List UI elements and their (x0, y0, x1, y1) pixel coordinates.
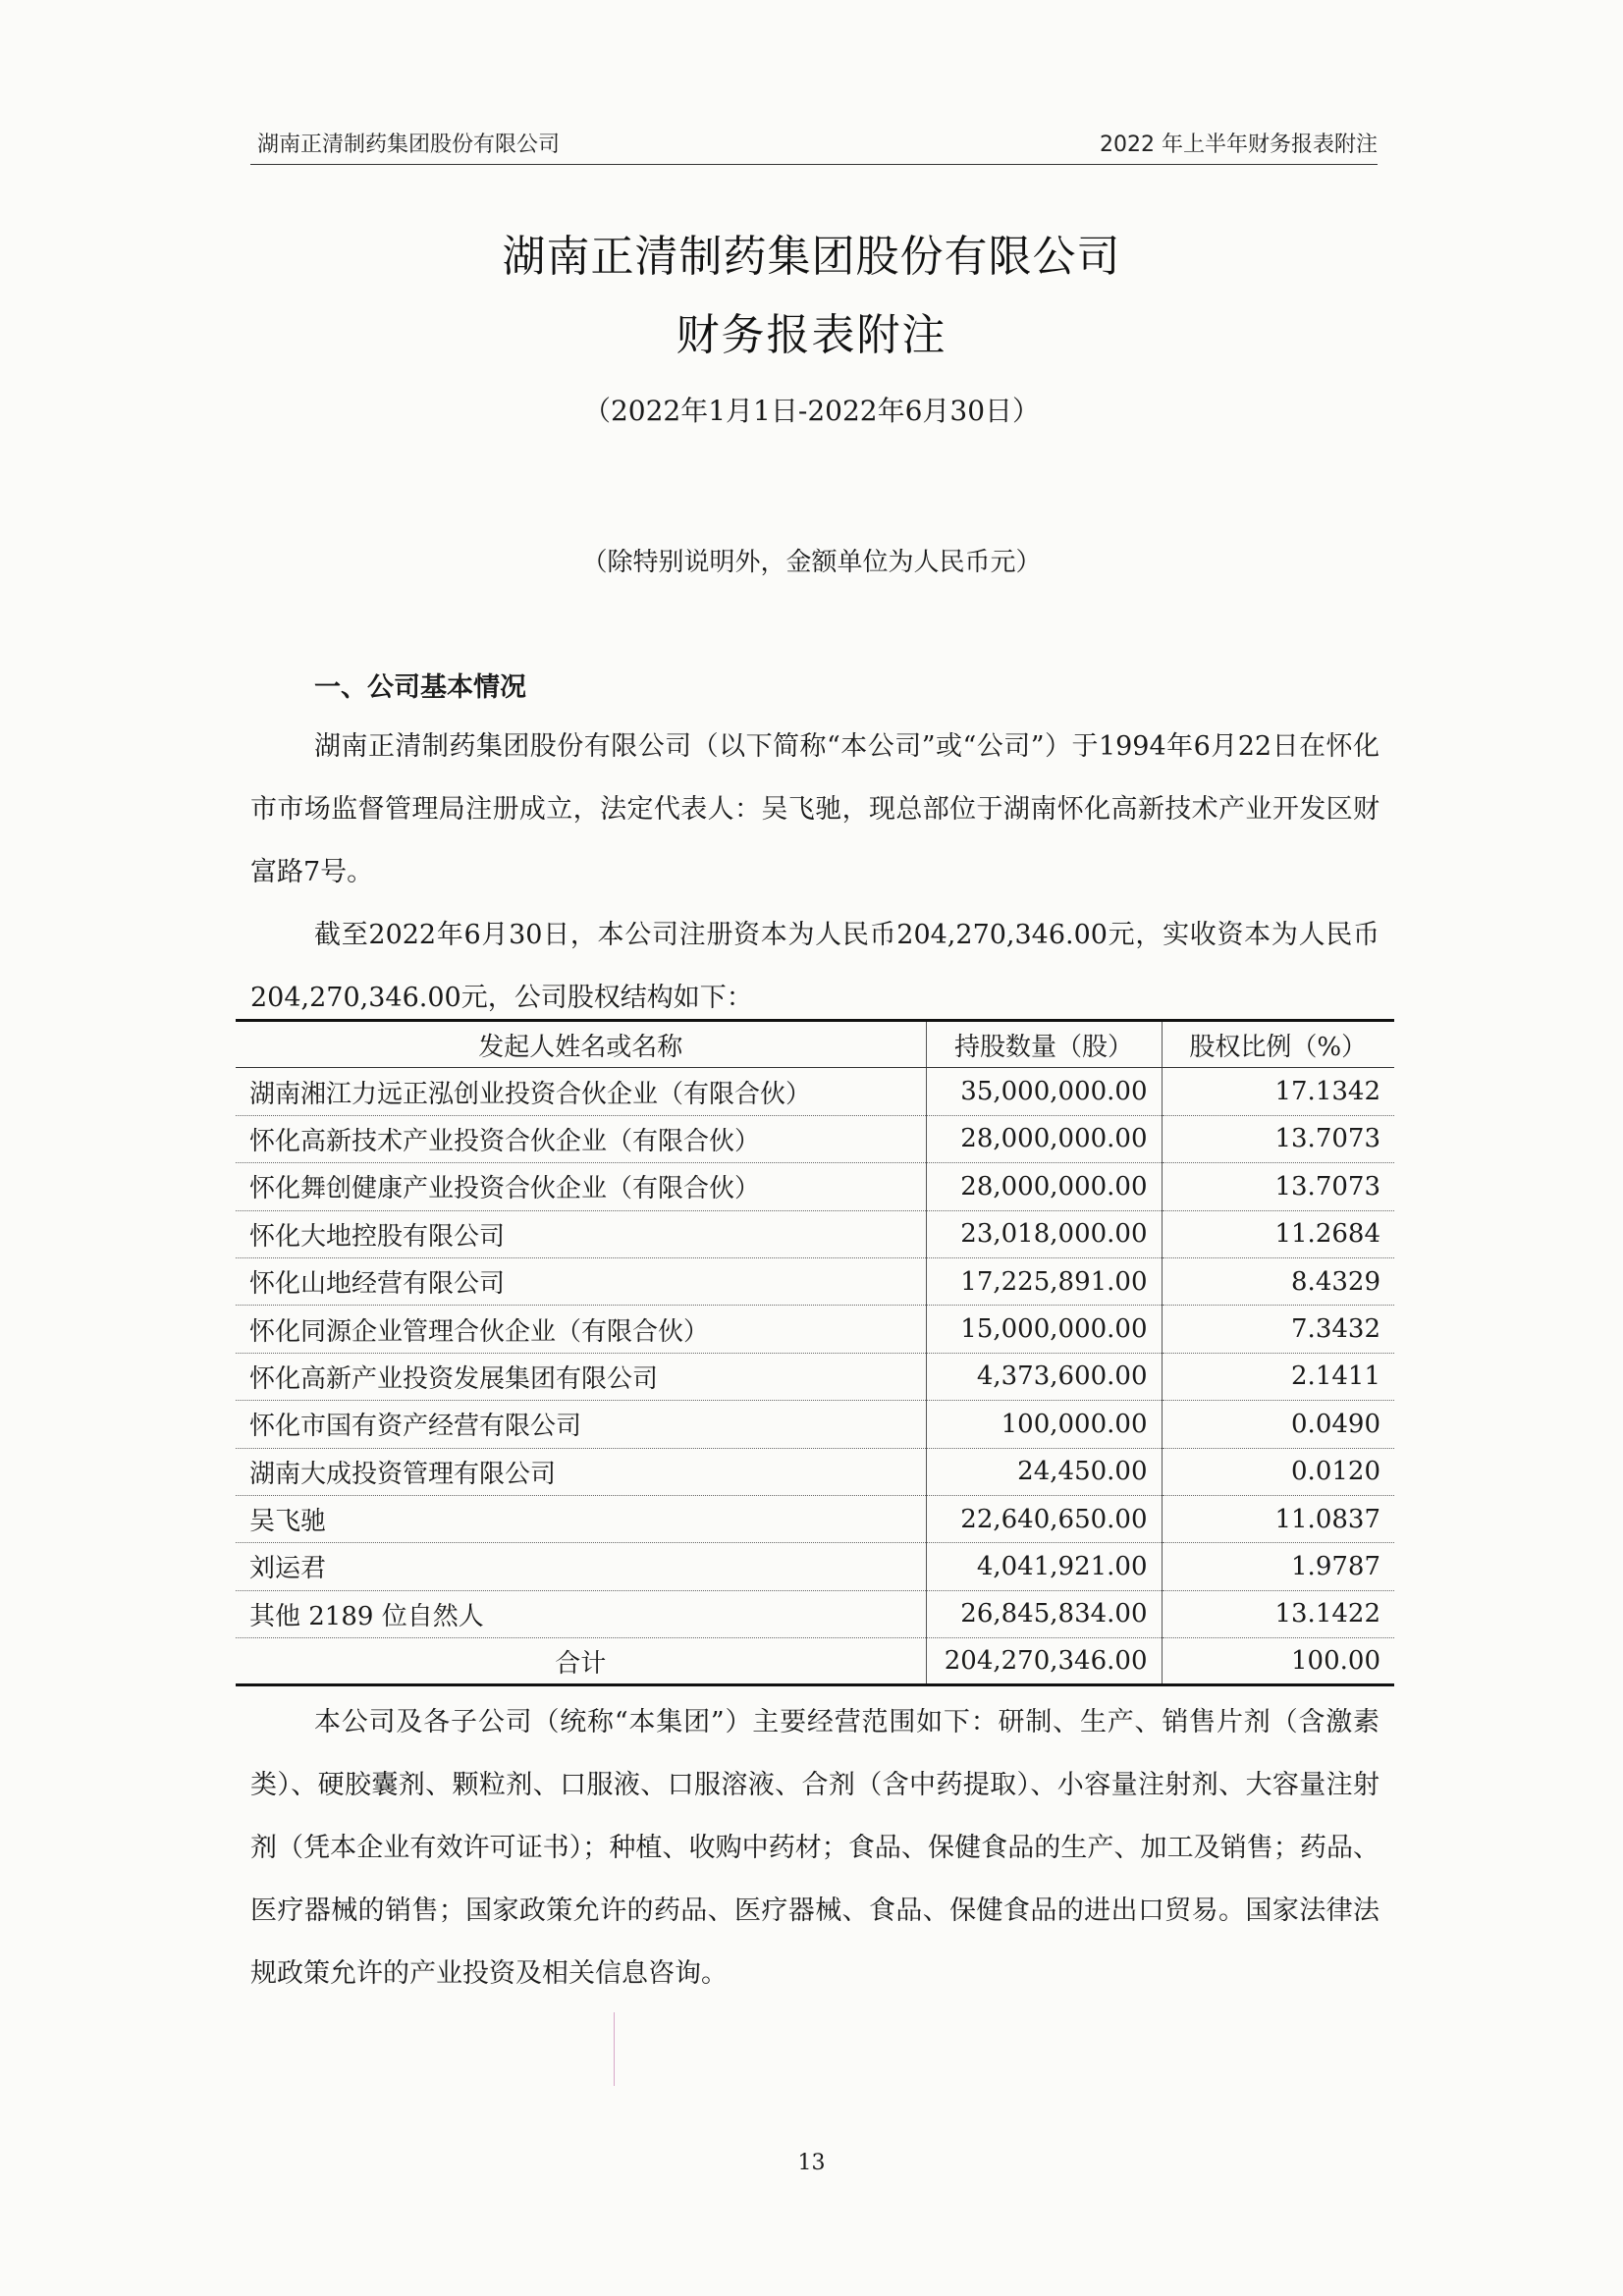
ratio-cell: 11.2684 (1162, 1210, 1394, 1257)
shares-cell: 100,000.00 (926, 1401, 1162, 1448)
document-subtitle: 财务报表附注 (676, 310, 947, 360)
margin-mark (614, 2012, 615, 2086)
shares-cell: 35,000,000.00 (926, 1068, 1162, 1115)
ratio-cell: 17.1342 (1162, 1068, 1394, 1115)
currency-unit-note: （除特别说明外，金额单位为人民币元） (581, 548, 1042, 577)
column-header-shares: 持股数量（股） (926, 1021, 1162, 1068)
total-ratio-cell: 100.00 (1162, 1638, 1394, 1685)
holder-name-cell: 怀化舞创健康产业投资合伙企业（有限合伙） (236, 1163, 926, 1210)
table-body (236, 1068, 1394, 1685)
total-row (236, 1638, 1394, 1685)
ratio-cell: 0.0490 (1162, 1401, 1394, 1448)
ratio-cell: 2.1411 (1162, 1353, 1394, 1400)
shares-cell: 28,000,000.00 (926, 1115, 1162, 1162)
table-row (236, 1590, 1394, 1637)
shares-cell: 4,041,921.00 (926, 1543, 1162, 1590)
running-header-report: 2022 年上半年财务报表附注 (1100, 133, 1378, 157)
shares-cell: 17,225,891.00 (926, 1257, 1162, 1305)
ratio-cell: 13.1422 (1162, 1590, 1394, 1637)
holder-name-cell: 湖南湘江力远正泓创业投资合伙企业（有限合伙） (236, 1068, 926, 1115)
table-row (236, 1448, 1394, 1495)
capital-paragraph: 截至2022年6月30日，本公司注册资本为人民币204,270,346.00元，实收资本为人民币204,270,346.00元，公司股权结构如下： (250, 920, 1380, 1013)
holder-name-cell: 吴飞驰 (236, 1495, 926, 1542)
shares-cell: 28,000,000.00 (926, 1163, 1162, 1210)
ratio-cell: 7.3432 (1162, 1306, 1394, 1353)
holder-name-cell: 其他 2189 位自然人 (236, 1590, 926, 1637)
ratio-cell: 1.9787 (1162, 1543, 1394, 1590)
reporting-period: （2022年1月1日-2022年6月30日） (582, 395, 1041, 427)
company-overview-paragraph: 湖南正清制药集团股份有限公司（以下简称“本公司”或“公司”）于1994年6月22日在怀化市市场监督管理局注册成立，法定代表人：吴飞驰，现总部位于湖南怀化高新技术产业开发区财富路7号。 (250, 731, 1380, 887)
shares-cell: 15,000,000.00 (926, 1306, 1162, 1353)
holder-name-cell: 怀化高新产业投资发展集团有限公司 (236, 1353, 926, 1400)
holder-name-cell: 怀化山地经营有限公司 (236, 1257, 926, 1305)
header-divider (250, 164, 1378, 165)
table-row (236, 1163, 1394, 1210)
holder-name-cell: 怀化同源企业管理合伙企业（有限合伙） (236, 1306, 926, 1353)
holder-name-cell: 刘运君 (236, 1543, 926, 1590)
document-title: 湖南正清制药集团股份有限公司 (502, 232, 1121, 282)
table-row (236, 1306, 1394, 1353)
table-row (236, 1353, 1394, 1400)
shares-cell: 4,373,600.00 (926, 1353, 1162, 1400)
total-label-cell: 合计 (236, 1638, 926, 1685)
ratio-cell: 8.4329 (1162, 1257, 1394, 1305)
section-heading: 一、公司基本情况 (314, 672, 526, 703)
column-header-ratio: 股权比例（%） (1162, 1021, 1394, 1068)
table-row (236, 1495, 1394, 1542)
shares-cell: 24,450.00 (926, 1448, 1162, 1495)
equity-structure-table (236, 1019, 1394, 1686)
table-header-row (236, 1021, 1394, 1068)
page-number: 13 (797, 2151, 826, 2175)
running-header-company: 湖南正清制药集团股份有限公司 (257, 133, 561, 157)
column-header-holder: 发起人姓名或名称 (236, 1021, 926, 1068)
table-row (236, 1543, 1394, 1590)
ratio-cell: 13.7073 (1162, 1163, 1394, 1210)
ratio-cell: 0.0120 (1162, 1448, 1394, 1495)
business-scope-paragraph: 本公司及各子公司（统称“本集团”）主要经营范围如下：研制、生产、销售片剂（含激素类）、硬胶囊剂、颗粒剂、口服液、口服溶液、合剂（含中药提取）、小容量注射剂、大容量注射剂（凭本企业有效许可证书）；种植、收购中药材；食品、保健食品的生产、加工及销售；药品、医疗器械的销售；国家政策允许的药品、医疗器械、食品、保健食品的进出口贸易。国家法律法规政策允许的产业投资及相关信息咨询。 (250, 1707, 1380, 1989)
holder-name-cell: 湖南大成投资管理有限公司 (236, 1448, 926, 1495)
holder-name-cell: 怀化大地控股有限公司 (236, 1210, 926, 1257)
total-shares-cell: 204,270,346.00 (926, 1638, 1162, 1685)
table-row (236, 1115, 1394, 1162)
table-row (236, 1210, 1394, 1257)
table-row (236, 1068, 1394, 1115)
shares-cell: 26,845,834.00 (926, 1590, 1162, 1637)
table-row (236, 1401, 1394, 1448)
shares-cell: 23,018,000.00 (926, 1210, 1162, 1257)
holder-name-cell: 怀化市国有资产经营有限公司 (236, 1401, 926, 1448)
holder-name-cell: 怀化高新技术产业投资合伙企业（有限合伙） (236, 1115, 926, 1162)
ratio-cell: 11.0837 (1162, 1495, 1394, 1542)
table-row (236, 1257, 1394, 1305)
shares-cell: 22,640,650.00 (926, 1495, 1162, 1542)
ratio-cell: 13.7073 (1162, 1115, 1394, 1162)
